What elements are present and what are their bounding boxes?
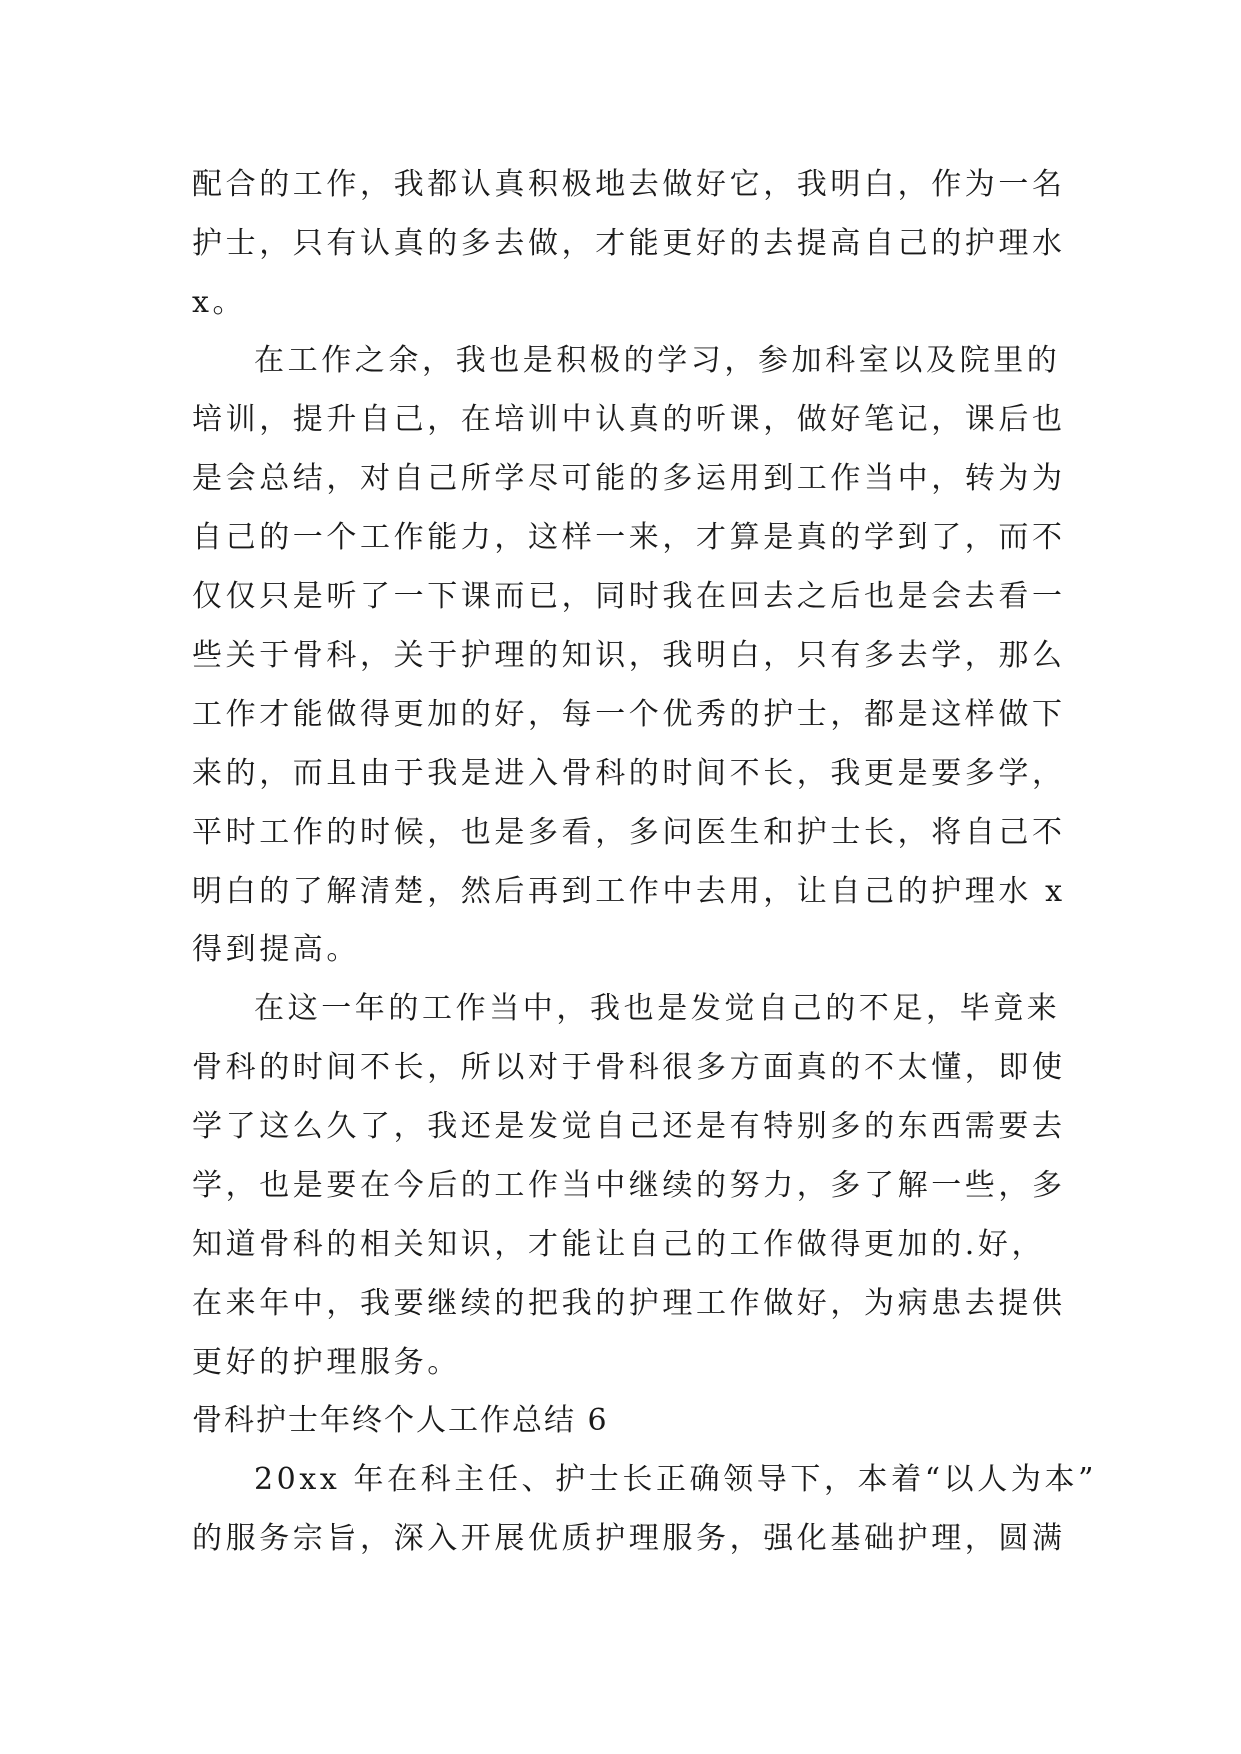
text-line: 平时工作的时候，也是多看，多问医生和护士长，将自己不 xyxy=(192,815,1066,850)
text-line: 的服务宗旨，深入开展优质护理服务，强化基础护理，圆满 xyxy=(192,1521,1066,1556)
paragraph-first-line: 在工作之余，我也是积极的学习，参加科室以及院里的 xyxy=(254,343,1061,378)
text-line: 些关于骨科，关于护理的知识，我明白，只有多去学，那么 xyxy=(192,638,1066,673)
paragraph-first-line: 20xx 年在科主任、护士长正确领导下，本着“以人为本” xyxy=(254,1462,1098,1497)
text-line: 更好的护理服务。 xyxy=(192,1345,461,1380)
text-line: 来的，而且由于我是进入骨科的时间不长，我更是要多学， xyxy=(192,756,1066,791)
text-line: x。 xyxy=(192,285,247,320)
paragraph-first-line: 在这一年的工作当中，我也是发觉自己的不足，毕竟来 xyxy=(254,991,1061,1026)
text-line: 配合的工作，我都认真积极地去做好它，我明白，作为一名 xyxy=(192,167,1066,202)
section-heading: 骨科护士年终个人工作总结 6 xyxy=(192,1403,609,1438)
text-line: 在来年中，我要继续的把我的护理工作做好，为病患去提供 xyxy=(192,1286,1066,1321)
text-line: 自己的一个工作能力，这样一来，才算是真的学到了，而不 xyxy=(192,520,1066,555)
text-line: 是会总结，对自己所学尽可能的多运用到工作当中，转为为 xyxy=(192,461,1066,496)
text-line: 明白的了解清楚，然后再到工作中去用，让自己的护理水 x xyxy=(192,874,1066,909)
text-line: 得到提高。 xyxy=(192,932,360,967)
text-line: 工作才能做得更加的好，每一个优秀的护士，都是这样做下 xyxy=(192,697,1066,732)
text-line: 学，也是要在今后的工作当中继续的努力，多了解一些，多 xyxy=(192,1168,1066,1203)
text-line: 护士，只有认真的多去做，才能更好的去提高自己的护理水 xyxy=(192,226,1066,261)
text-line: 骨科的时间不长，所以对于骨科很多方面真的不太懂，即使 xyxy=(192,1050,1066,1085)
text-line: 仅仅只是听了一下课而已，同时我在回去之后也是会去看一 xyxy=(192,579,1066,614)
text-line: 学了这么久了，我还是发觉自己还是有特别多的东西需要去 xyxy=(192,1109,1066,1144)
text-line: 知道骨科的相关知识，才能让自己的工作做得更加的.好， xyxy=(192,1227,1046,1262)
text-line: 培训，提升自己，在培训中认真的听课，做好笔记，课后也 xyxy=(192,402,1066,437)
